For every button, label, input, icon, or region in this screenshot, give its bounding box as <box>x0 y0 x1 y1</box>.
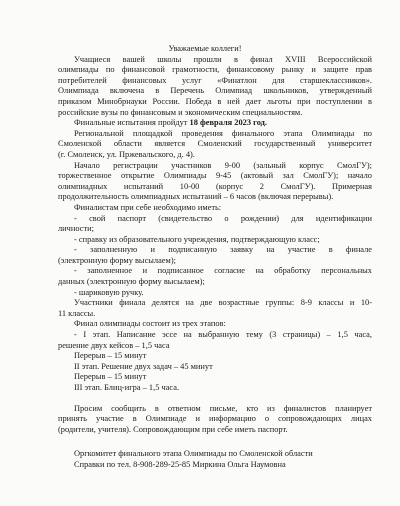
groups-paragraph <box>58 298 372 319</box>
text-line: принять участие в Олимпиаде и информацию о сопровождающих лицах <box>58 414 372 424</box>
stage-line: - I этап. Написание эссе на выбранную тему (3 страницы) – 1,5 часа, <box>74 330 372 340</box>
list-item-cont: данных (электронную форму высылаем); <box>58 277 205 287</box>
stage-line: II этап. Решение двух задач – 45 минут <box>74 361 213 371</box>
footer-line: Оргкомитет финального этапа Олимпиады по Смоленской области <box>74 449 313 459</box>
list-item: - заполненное и подписанное согласие на обработку персональных <box>74 266 372 276</box>
text-line: Начало регистрации участников 9-00 (зальный корпус СмолГУ); <box>74 160 372 170</box>
list-item-cont: личности; <box>58 224 94 234</box>
text-line: потребителей финансовых услуг «Финатлон для старшеклассников». <box>58 75 372 85</box>
greeting: Уважаемые коллеги! <box>168 44 242 53</box>
requirements-list <box>58 214 372 299</box>
text-line: олимпиадных испытаний 10-00 (корпус 2 СмолГУ). Примерная <box>58 181 372 191</box>
text-line: Просим сообщить в ответном письме, кто из финалистов планирует <box>74 403 372 413</box>
list-item-cont: (электронную форму высылаем); <box>58 255 176 265</box>
stage-line: III этап. Блиц-игра – 1,5 часа. <box>74 383 180 392</box>
stage-line: Перерыв – 15 минут <box>74 351 147 361</box>
text-line: олимпиады по финансовой грамотности, финансовому рынку и защите прав <box>58 65 372 75</box>
text-line: российские вузы по финансовым и экономическим специальностям. <box>58 107 303 117</box>
final-date-line <box>58 118 372 129</box>
intro-paragraph <box>58 55 372 119</box>
text-line: Смоленской области является Смоленский государственный университет <box>58 139 372 149</box>
schedule-paragraph <box>58 161 372 203</box>
text-line: 11 классы. <box>58 308 96 318</box>
text-line: продолжительность олимпиадных испытаний – 6 часов (включая перерывы). <box>58 192 334 202</box>
text-line: (родители, учителя). Сопровождающим при себе иметь паспорт. <box>58 424 288 434</box>
requirements-intro: Финалистам при себе необходимо иметь: <box>74 202 222 212</box>
final-date-prefix: Финальные испытания пройдут <box>74 118 190 128</box>
stages-intro: Финал олимпиады состоит из трех этапов: <box>74 319 226 329</box>
text-line: Учащиеся вашей школы прошли в финал XVIII Всероссийской <box>74 54 372 64</box>
text-line: (г. Смоленск, ул. Пржевальского, д. 4). <box>58 149 195 159</box>
stage-line: решение двух кейсов – 1,5 часа <box>58 340 170 350</box>
footer <box>58 449 372 470</box>
text-line: Олимпиада включена в Перечень Олимпиад школьников, утвержденный <box>58 86 372 96</box>
footer-line: Справки по тел. 8-908-289-25-85 Миркина Ольга Наумовна <box>74 459 286 469</box>
stages-list <box>58 330 372 394</box>
list-item: - свой паспорт (свидетельство о рождении) для идентификации <box>74 213 372 223</box>
venue-paragraph <box>58 129 372 161</box>
text-line: Региональной площадкой проведения финального этапа Олимпиады по <box>74 128 372 138</box>
list-item: - справку из образовательного учреждения, подтверждающую класс; <box>74 234 320 244</box>
stage-line: Перерыв – 15 минут <box>74 372 147 382</box>
text-line: Участники финала делятся на две возрастные группы: 8-9 классы и 10- <box>74 298 372 308</box>
list-item: - шариковую ручку. <box>74 287 144 297</box>
final-date: 18 февраля 2023 год. <box>189 118 267 128</box>
request-paragraph <box>58 404 372 436</box>
list-item: - заполненную и подписанную заявку на участие в финале <box>74 245 372 255</box>
text-line: торжественное открытие Олимпиады 9-45 (актовый зал СмолГУ); начало <box>58 171 372 181</box>
text-line: приказом Минобрнауки России. Победа в ней дает льготы при поступлении в <box>58 96 372 106</box>
